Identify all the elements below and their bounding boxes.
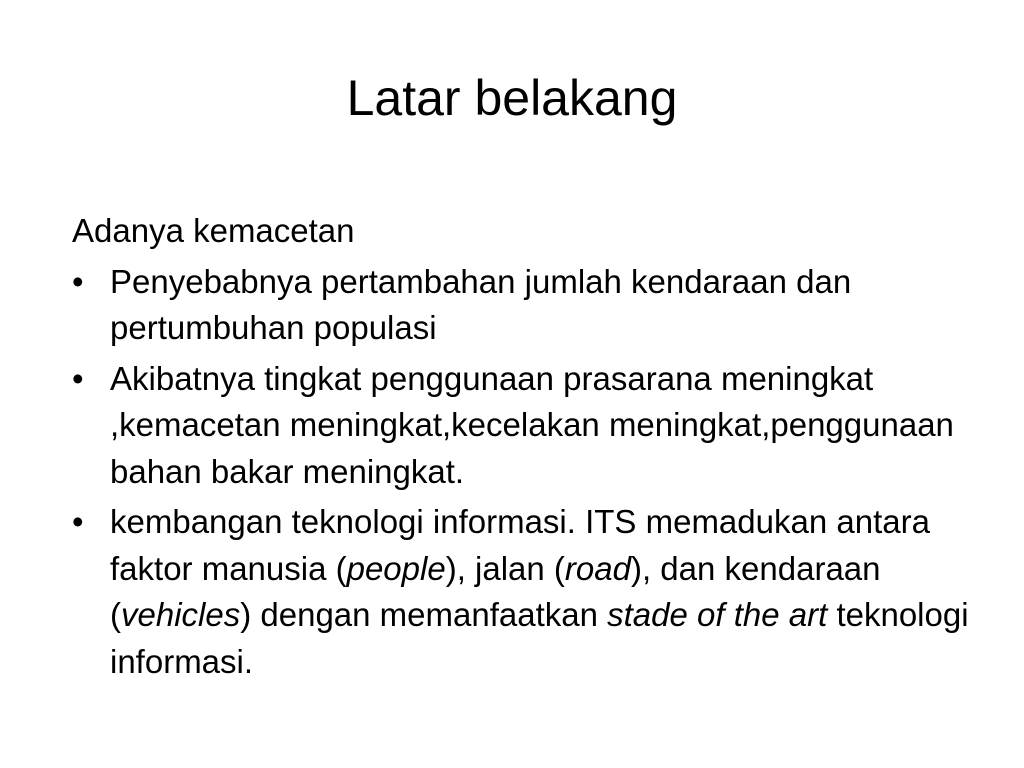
bullet-item xyxy=(72,499,972,685)
bullet-item xyxy=(72,259,972,352)
bullet-text xyxy=(110,360,954,490)
bullet-marker: • xyxy=(72,359,84,397)
intro-text: Adanya kemacetan xyxy=(72,212,355,249)
bullet-text-segment: ) dengan memanfaatkan xyxy=(240,596,608,633)
bullet-list xyxy=(72,259,972,686)
bullet-text-segment: teknologi informasi. xyxy=(110,596,969,680)
slide-content xyxy=(72,208,972,689)
bullet-text-segment: Penyebabnya pertambahan jumlah kendaraan dan pertumbuhan populasi xyxy=(110,262,852,346)
bullet-marker: • xyxy=(72,262,84,300)
bullet-item xyxy=(72,356,972,496)
bullet-text-segment: kembangan teknologi informasi. ITS memadukan antara faktor manusia ( xyxy=(110,503,930,587)
bullet-text-segment: ), dan kendaraan ( xyxy=(110,549,881,633)
bullet-text-italic: road xyxy=(564,549,631,587)
bullet-text-italic: stade of the art xyxy=(607,596,828,633)
bullet-text-segment: Akibatnya tingkat penggunaan prasarana meningkat ,kemacetan meningkat,kecelakan meningkat,penggunaan bahan bakar meningkat. xyxy=(110,359,954,490)
bullet-text xyxy=(110,263,851,347)
bullet-marker: • xyxy=(72,503,84,540)
bullet-text xyxy=(110,503,969,680)
bullet-text-segment: ), jalan ( xyxy=(445,549,565,587)
bullet-text-italic: vehicles xyxy=(121,596,241,633)
bullet-text-italic: people xyxy=(346,549,446,587)
slide-title: Latar belakang xyxy=(346,70,678,126)
